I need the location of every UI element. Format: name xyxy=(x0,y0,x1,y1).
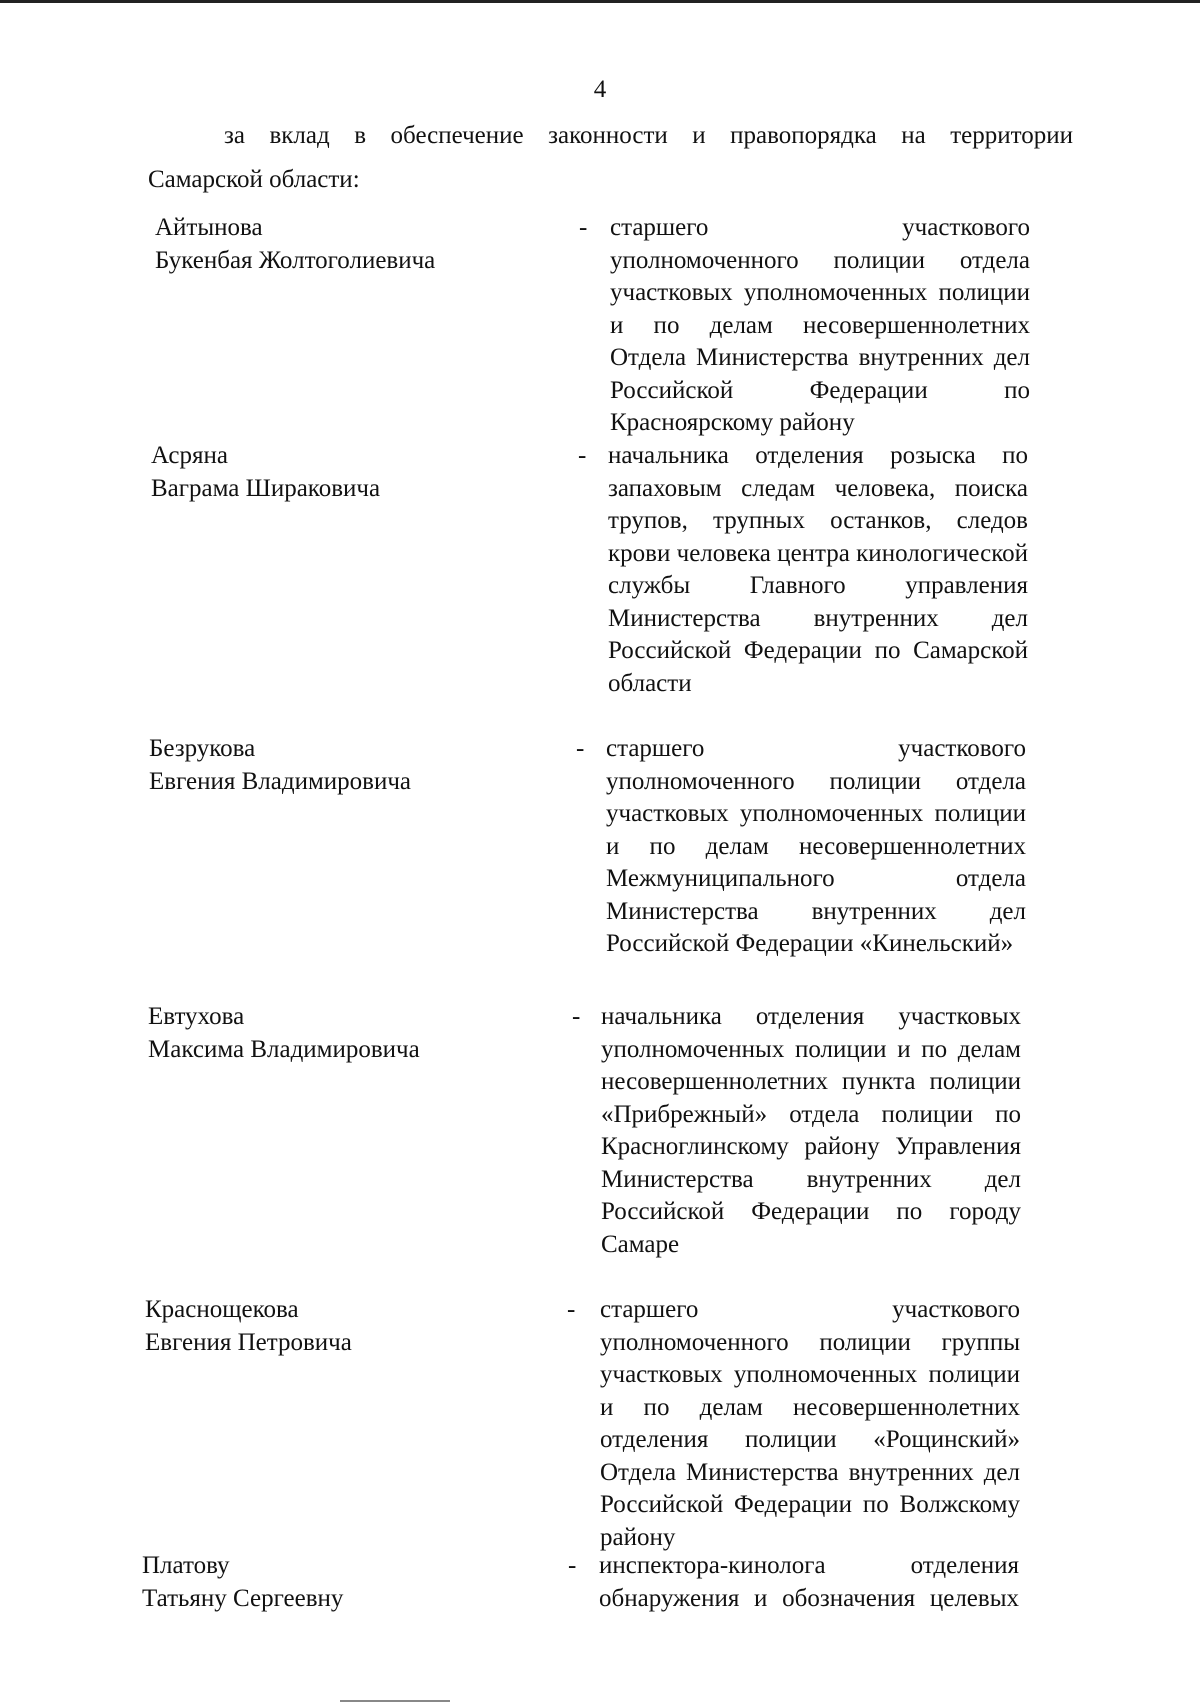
entry-dash: - xyxy=(579,214,588,241)
recipient-given-names: Букенбая Жолтоголиевича xyxy=(155,246,436,274)
recipient-surname: Краснощекова xyxy=(145,1296,299,1323)
entry-dash: - xyxy=(568,1552,577,1579)
entry-dash: - xyxy=(578,442,587,469)
recipient-given-names: Евгения Владимировича xyxy=(149,767,411,795)
recipient-position: старшего участкового уполномоченного полиции отдела участковых уполномоченных полиции и по делам несовершеннолетних Отдела Министерства внутренних дел Российской Федерации по Красноярскому району xyxy=(610,214,1030,436)
recipient-name xyxy=(145,1294,525,1359)
recipient-given-names: Ваграма Шираковича xyxy=(151,474,381,502)
recipient-position: старшего участкового уполномоченного полиции группы участковых уполномоченных полиции и по делам несовершеннолетних отделения полиции «Рощинский» Отдела Министерства внутренних дел Российской Федерации по Волжскому району xyxy=(600,1296,1020,1551)
entry-dash: - xyxy=(576,735,585,762)
recipient-given-names: Евгения Петровича xyxy=(145,1328,352,1356)
recipient-surname: Безрукова xyxy=(149,735,256,762)
page-number: 4 xyxy=(593,76,607,103)
recipient-name xyxy=(155,212,535,277)
recipient-surname: Платову xyxy=(142,1552,230,1579)
entry-dash: - xyxy=(567,1296,576,1323)
top-border-line xyxy=(0,0,1200,3)
recipient-name xyxy=(142,1550,522,1615)
recipient-surname: Евтухова xyxy=(148,1003,245,1030)
recipient-given-names: Татьяну Сергеевну xyxy=(142,1584,344,1612)
intro-line-2: Самарской области: xyxy=(148,166,360,193)
recipient-position: инспектора-кинолога отделения обнаружения и обозначения целевых xyxy=(599,1552,1019,1612)
recipient-name xyxy=(148,1001,528,1066)
recipient-position: начальника отделения участковых уполномоченных полиции и по делам несовершеннолетних пункта полиции «Прибрежный» отдела полиции по Красноглинскому району Управления Министерства внутренних дел Российской Федерации по городу Самаре xyxy=(601,1003,1021,1258)
entry-dash: - xyxy=(572,1003,581,1030)
recipient-surname: Асряна xyxy=(151,442,229,469)
recipient-position: начальника отделения розыска по запаховым следам человека, поиска трупов, трупных останков, следов крови человека центра кинологической службы Главного управления Министерства внутренних дел Российской Федерации по Самарской области xyxy=(608,442,1028,697)
recipient-given-names: Максима Владимировича xyxy=(148,1035,420,1063)
recipient-name xyxy=(149,733,529,798)
recipient-surname: Айтынова xyxy=(155,214,263,241)
intro-line-1: за вклад в обеспечение законности и правопорядка на территории xyxy=(224,122,1073,149)
recipient-name xyxy=(151,440,531,505)
bottom-scan-mark xyxy=(340,1700,450,1702)
recipient-position: старшего участкового уполномоченного полиции отдела участковых уполномоченных полиции и по делам несовершеннолетних Межмуниципального отдела Министерства внутренних дел Российской Федерации «Кинельский» xyxy=(606,735,1026,957)
